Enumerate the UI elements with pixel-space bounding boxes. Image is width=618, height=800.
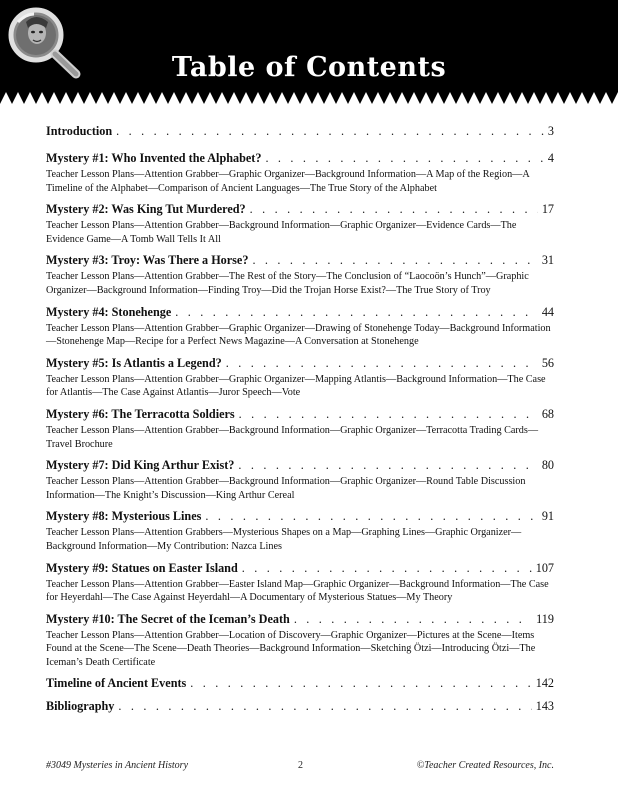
toc-entry-page: 17: [541, 202, 554, 217]
toc-entry-title: Mystery #1: Who Invented the Alphabet?: [46, 151, 262, 165]
toc-entry-description: Teacher Lesson Plans—Attention Grabber—Graphic Organizer—Background Information—A Map of the Region—A Timeline of the Alphabet—Comparison of Ancient Languages—The True Story of the Alphabet: [46, 169, 530, 194]
toc-entry-page: 68: [541, 406, 554, 421]
toc-entry-row: [46, 407, 554, 423]
toc-entry-page: 31: [541, 253, 554, 268]
page-number: 2: [298, 760, 303, 771]
toc-entry-row: [46, 305, 554, 321]
toc-entry-page: 44: [541, 304, 554, 319]
toc-entry-row: [46, 356, 554, 372]
toc-entry: [46, 202, 554, 246]
toc-entry: [46, 253, 554, 297]
header-banner: [0, 0, 618, 112]
toc-entry-page: 143: [535, 699, 554, 714]
toc-entry-page: 119: [536, 611, 554, 626]
toc-entry-title: Mystery #9: Statues on Easter Island: [46, 560, 238, 575]
dot-leader: [116, 124, 544, 139]
toc-entry-row: [46, 151, 554, 167]
toc-entry-row: [46, 612, 554, 628]
toc-entry-description: Teacher Lesson Plans—Attention Grabber—Graphic Organizer—Drawing of Stonehenge Today—Background Information—Stonehenge Map—Recipe for a Perfect News Magazine—A Conversation at Stonehenge: [46, 322, 551, 348]
toc-entry: [46, 458, 554, 502]
toc-entry: [46, 561, 554, 605]
table-of-contents: [46, 124, 554, 722]
toc-entry: [46, 356, 554, 400]
toc-entry-title: Mystery #4: Stonehenge: [46, 304, 172, 319]
dot-leader: [239, 407, 538, 422]
toc-entry: [46, 151, 554, 195]
dot-leader: [205, 509, 537, 524]
toc-entry-title: Mystery #10: The Secret of the Iceman’s Death: [46, 611, 290, 626]
dot-leader: [265, 151, 543, 166]
toc-entry-title: Mystery #7: Did King Arthur Exist?: [46, 458, 235, 473]
dot-leader: [250, 202, 538, 217]
dot-leader: [190, 676, 531, 691]
toc-entry-row: [46, 699, 554, 715]
toc-entry-description: Teacher Lesson Plans—Attention Grabber—Background Information—Graphic Organizer—Evidence Cards—The Evidence Game—A Tomb Wall Tells It All: [46, 220, 517, 245]
toc-entry: [46, 305, 554, 349]
dot-leader: [242, 561, 532, 576]
toc-entry: [46, 676, 554, 692]
dot-leader: [226, 356, 538, 371]
toc-entry-title: Timeline of Ancient Events: [46, 676, 187, 691]
magnifying-glass-icon: [0, 0, 82, 80]
dot-leader: [175, 305, 538, 320]
toc-entry: [46, 509, 554, 553]
toc-entry-description: Teacher Lesson Plans—Attention Grabber—Background Information—Graphic Organizer—Round Table Discussion Information—The Knight’s Discussion—King Arthur Cereal: [46, 476, 526, 501]
toc-entry-row: [46, 253, 554, 269]
page-title: Table of Contents: [171, 52, 447, 83]
dot-leader: [252, 253, 537, 268]
toc-entry-page: 80: [541, 458, 554, 473]
toc-entry-description: Teacher Lesson Plans—Attention Grabber—The Rest of the Story—The Conclusion of “Laocoön’s Hunch”—Graphic Organizer—Background Information—Finding Troy—Did the Trojan Horse Exist?—The True Story of Troy: [46, 271, 529, 296]
toc-entry-description: Teacher Lesson Plans—Attention Grabber—Location of Discovery—Graphic Organizer—Pictures at the Scene—Items Found at the Scene—The Scene—Death Theories—Background Information—Sketching Ötzi—Introducing Ötzi—The Iceman’s Death Certificate: [46, 629, 536, 668]
toc-entry-row: [46, 458, 554, 474]
toc-entry: [46, 407, 554, 451]
toc-entry-title: Mystery #5: Is Atlantis a Legend?: [46, 355, 222, 370]
toc-entry-row: [46, 561, 554, 577]
toc-entry-row: [46, 202, 554, 218]
toc-entry-title: Mystery #2: Was King Tut Murdered?: [46, 202, 246, 217]
toc-entry-description: Teacher Lesson Plans—Attention Grabber—Graphic Organizer—Mapping Atlantis—Background Information—The Case for Atlantis—The Case Against Atlantis—Juror Speech—Vote: [46, 373, 546, 399]
dot-leader: [294, 612, 532, 627]
footer-copyright: ©Teacher Created Resources, Inc.: [416, 760, 554, 771]
dot-leader: [118, 699, 531, 714]
toc-entry-description: Teacher Lesson Plans—Attention Grabbers—Mysterious Shapes on a Map—Graphing Lines—Graphic Organizer—Background Information—My Contribution: Nazca Lines: [46, 527, 522, 552]
toc-entry-title: Mystery #6: The Terracotta Soldiers: [46, 406, 235, 421]
toc-entry: [46, 612, 554, 670]
toc-entry-page: 4: [547, 151, 554, 165]
toc-entry-row: [46, 124, 554, 140]
toc-entry-page: 107: [535, 560, 554, 575]
toc-entry-title: Mystery #3: Troy: Was There a Horse?: [46, 253, 249, 268]
toc-entry-row: [46, 676, 554, 692]
toc-entry-page: 56: [541, 355, 554, 370]
dot-leader: [238, 458, 537, 473]
toc-entry-description: Teacher Lesson Plans—Attention Grabber—Easter Island Map—Graphic Organizer—Background Information—The Case for Heyerdahl—The Case Against Heyerdahl—A Documentary of Mysterious Statues—My Theory: [46, 578, 549, 604]
toc-entry-description: Teacher Lesson Plans—Attention Grabber—Background Information—Graphic Organizer—Terracotta Trading Cards—Travel Brochure: [46, 424, 539, 450]
toc-entry-title: Introduction: [46, 124, 113, 138]
toc-entry-page: 91: [541, 509, 554, 524]
toc-entry: [46, 124, 554, 140]
toc-entry-title: Bibliography: [46, 699, 115, 714]
toc-entry-page: 142: [535, 676, 554, 691]
toc-entry-title: Mystery #8: Mysterious Lines: [46, 509, 202, 524]
footer-book-title: #3049 Mysteries in Ancient History: [46, 760, 189, 771]
toc-entry: [46, 699, 554, 715]
toc-entry-row: [46, 509, 554, 525]
toc-entry-page: 3: [547, 124, 554, 138]
